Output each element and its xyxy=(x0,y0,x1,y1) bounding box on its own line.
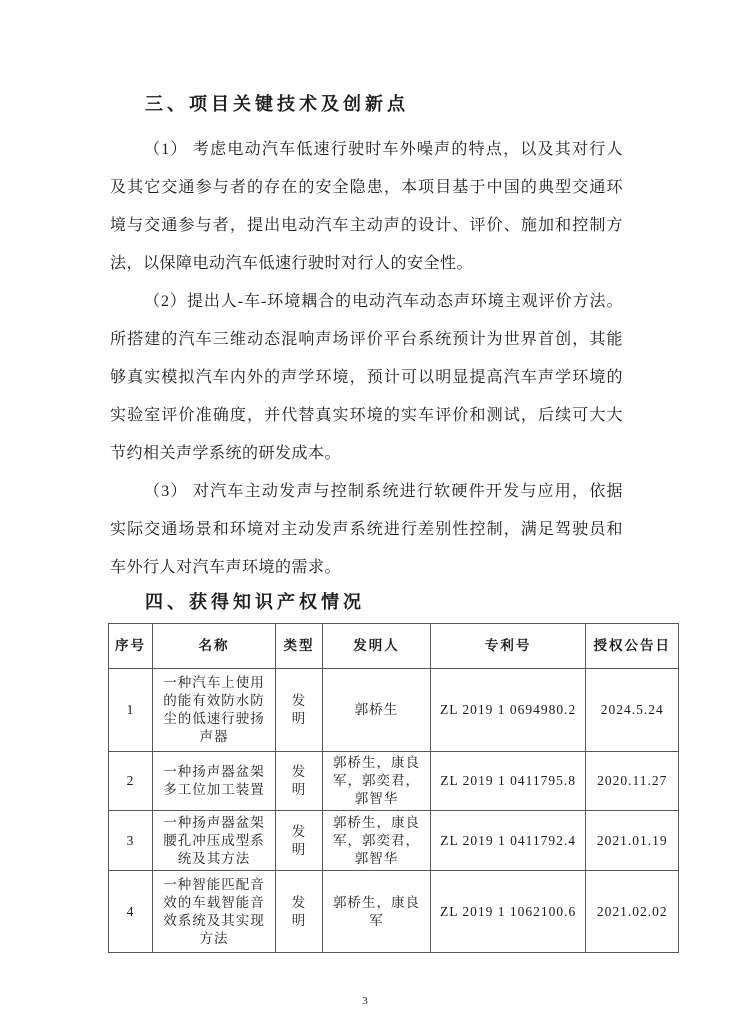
paragraph-line: 够真实模拟汽车内外的声学环境，预计可以明显提高汽车声学环境的 xyxy=(110,369,623,386)
table-cell: 一种汽车上使用的能有效防水防尘的低速行驶扬声器 xyxy=(153,669,276,752)
page-number: 3 xyxy=(362,995,368,1007)
table-cell: ZL 2019 1 0411795.8 xyxy=(431,752,586,811)
table-cell: 2024.5.24 xyxy=(586,669,679,752)
paragraph-line: 及其它交通参与者的存在的安全隐患，本项目基于中国的典型交通环 xyxy=(110,179,623,196)
patents-table-header xyxy=(109,624,679,669)
table-cell: 2 xyxy=(109,752,153,811)
table-header-row xyxy=(109,624,679,669)
paragraph-line: （2）提出人-车-环境耦合的电动汽车动态声环境主观评价方法。 xyxy=(144,293,623,310)
table-cell: 郭桥生，康良军，郭奕君，郭智华 xyxy=(323,811,431,871)
table-row xyxy=(109,811,679,871)
section-heading-key-tech: 三、项目关键技术及创新点 xyxy=(145,94,409,114)
table-header-cell: 专利号 xyxy=(431,624,586,669)
paragraph-line: 实际交通场景和环境对主动发声系统进行差别性控制，满足驾驶员和 xyxy=(110,521,623,538)
table-header-cell: 名称 xyxy=(153,624,276,669)
paragraph-line: 实验室评价准确度，并代替真实环境的实车评价和测试，后续可大大 xyxy=(110,407,623,424)
section3-body xyxy=(110,131,623,587)
table-row xyxy=(109,752,679,811)
paragraph-line: 所搭建的汽车三维动态混响声场评价平台系统预计为世界首创，其能 xyxy=(110,331,623,348)
table-cell: 郭桥生 xyxy=(323,669,431,752)
paragraph-line: 境与交通参与者，提出电动汽车主动声的设计、评价、施加和控制方 xyxy=(110,217,623,234)
table-cell: 发明 xyxy=(276,811,323,871)
paragraph-line: （1） 考虑电动汽车低速行驶时车外噪声的特点，以及其对行人 xyxy=(144,141,623,158)
table-header-cell: 发明人 xyxy=(323,624,431,669)
table-cell: 3 xyxy=(109,811,153,871)
table-cell: 发明 xyxy=(276,871,323,953)
paragraph xyxy=(110,283,623,473)
table-header-cell: 类型 xyxy=(276,624,323,669)
patents-table-body xyxy=(109,669,679,953)
table-cell: 2021.02.02 xyxy=(586,871,679,953)
table-cell: 一种扬声器盆架腰孔冲压成型系统及其方法 xyxy=(153,811,276,871)
table-cell: ZL 2019 1 0411792.4 xyxy=(431,811,586,871)
patents-table xyxy=(108,623,679,953)
table-cell: 一种智能匹配音效的车载智能音效系统及其实现方法 xyxy=(153,871,276,953)
paragraph xyxy=(110,131,623,283)
table-cell: 发明 xyxy=(276,752,323,811)
paragraph-line: 法，以保障电动汽车低速行驶时对行人的安全性。 xyxy=(110,255,474,272)
table-row xyxy=(109,669,679,752)
paragraph xyxy=(110,473,623,587)
table-cell: 1 xyxy=(109,669,153,752)
paragraph-line: 节约相关声学系统的研发成本。 xyxy=(110,445,342,462)
table-cell: 郭桥生，康良军，郭奕君，郭智华 xyxy=(323,752,431,811)
table-row xyxy=(109,871,679,953)
table-cell: 郭桥生，康良军 xyxy=(323,871,431,953)
table-cell: 2020.11.27 xyxy=(586,752,679,811)
table-header-cell: 授权公告日 xyxy=(586,624,679,669)
section-heading-ip: 四、获得知识产权情况 xyxy=(145,592,365,612)
table-cell: 发明 xyxy=(276,669,323,752)
table-cell: ZL 2019 1 0694980.2 xyxy=(431,669,586,752)
table-cell: ZL 2019 1 1062100.6 xyxy=(431,871,586,953)
table-header-cell: 序号 xyxy=(109,624,153,669)
table-cell: 2021.01.19 xyxy=(586,811,679,871)
paragraph-line: 车外行人对汽车声环境的需求。 xyxy=(110,559,342,576)
paragraph-line: （3） 对汽车主动发声与控制系统进行软硬件开发与应用，依据 xyxy=(144,483,623,500)
table-cell: 一种扬声器盆架多工位加工装置 xyxy=(153,752,276,811)
table-cell: 4 xyxy=(109,871,153,953)
